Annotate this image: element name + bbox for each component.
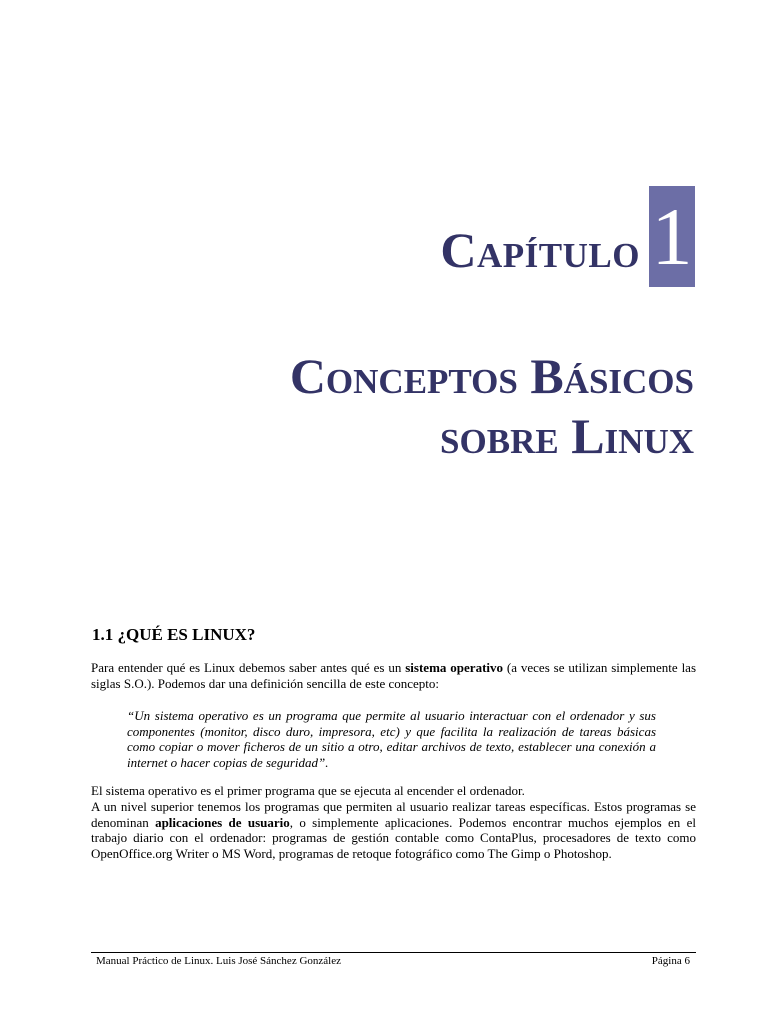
- chapter-title-line1: Conceptos Básicos: [289, 348, 694, 404]
- definition-quote: “Un sistema operativo es un programa que permite al usuario interactuar con el ordenador y sus componentes (monitor, disco duro, impresora, etc) y que facilita la realización de tareas básicas como copiar o mover ficheros de un sitio a otro, editar archivos de texto, establecer una conexión a internet o hacer copias de seguridad”.: [127, 708, 656, 770]
- chapter-number-box: 1: [649, 186, 695, 287]
- footer-author: Manual Práctico de Linux. Luis José Sánchez González: [96, 955, 341, 967]
- paragraph-3-text-before: A un nivel superior tenemos los programas que permiten al usuario realizar tareas específicas. Estos programas se denominan: [91, 799, 696, 830]
- paragraph-1-text-after: (a veces se utilizan simplemente las siglas S.O.). Podemos dar una definición sencilla de este concepto:: [91, 660, 697, 691]
- footer-divider: [91, 952, 696, 953]
- paragraph-3: [91, 799, 696, 861]
- paragraph-1-text-before: Para entender qué es Linux debemos saber antes qué es un: [91, 660, 406, 675]
- chapter-label: Capítulo: [440, 222, 640, 278]
- paragraph-3-bold: aplicaciones de usuario: [155, 814, 290, 830]
- paragraph-2: El sistema operativo es el primer programa que se ejecuta al encender el ordenador.: [91, 783, 525, 798]
- paragraph-1-bold: sistema operativo: [405, 660, 504, 675]
- paragraph-1: [91, 660, 696, 691]
- paragraph-3-text-after: , o simplemente aplicaciones. Podemos encontrar muchos ejemplos en el trabajo diario con el ordenador: programas de gestión contable como ContaPlus, procesadores de texto como OpenOffice.org Writer o MS Word, programas de retoque fotográfico como The Gimp o Photoshop.: [91, 814, 696, 861]
- chapter-title: [290, 346, 694, 466]
- section-heading: 1.1 ¿QUÉ ES LINUX?: [92, 625, 256, 644]
- chapter-title-line2: sobre Linux: [440, 408, 694, 464]
- footer-page-number: Página 6: [651, 955, 690, 967]
